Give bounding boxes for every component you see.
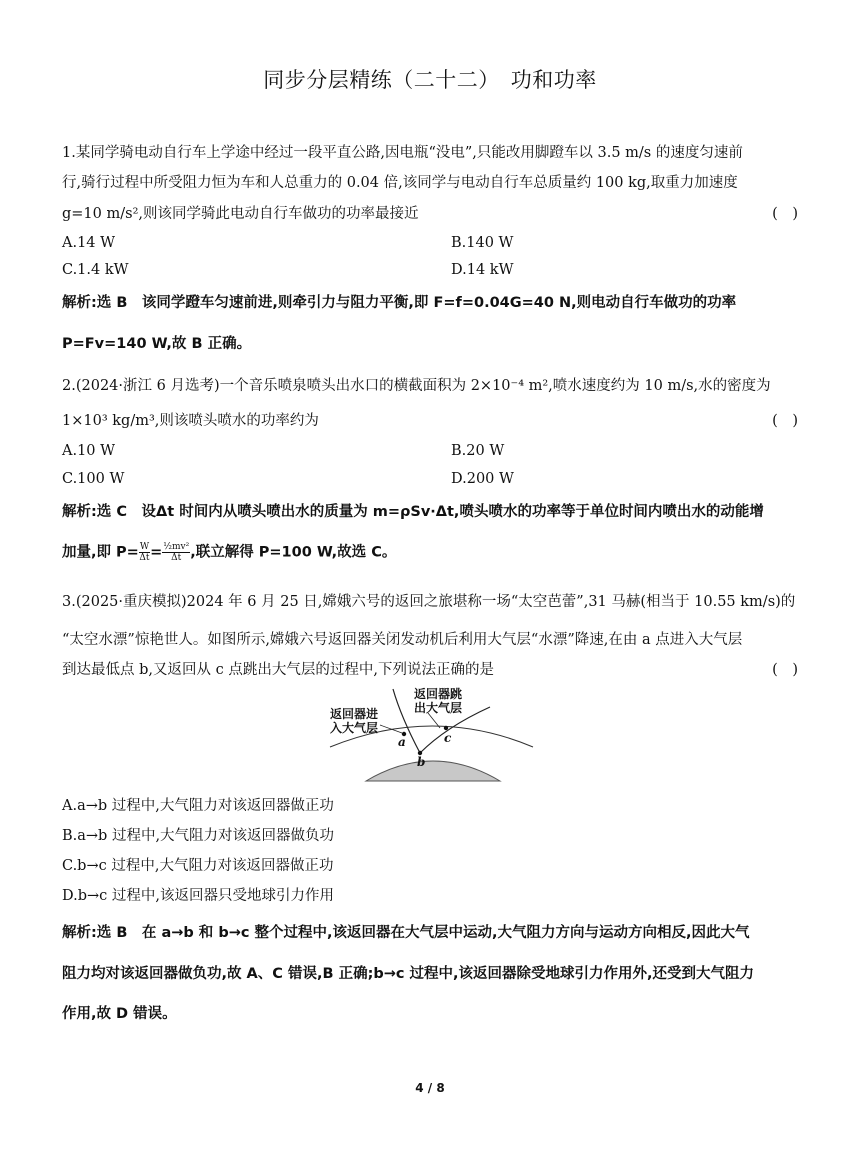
- q2-option-c: C.100 W: [62, 471, 125, 487]
- q1-analysis-line-2: P=Fv=140 W,故 B 正确。: [62, 336, 252, 352]
- entry-label-pointer: [380, 725, 402, 733]
- q2-answer-blank: ( ): [772, 413, 798, 429]
- q3-analysis-line-1: 解析:选 B 在 a→b 和 b→c 整个过程中,该返回器在大气层中运动,大气阻力方向与运动方向相反,因此大气: [62, 925, 750, 941]
- q3-stem-line-2: “太空水漂”惊艳世人。如图所示,嫦娥六号返回器关闭发动机后利用大气层“水漂”降速,在由 a 点进入大气层: [62, 632, 743, 648]
- q3-analysis-line-3: 作用,故 D 错误。: [62, 1006, 177, 1022]
- q3-option-d: D.b→c 过程中,该返回器只受地球引力作用: [62, 888, 334, 904]
- q1-analysis-line-1: 解析:选 B 该同学蹬车匀速前进,则牵引力与阻力平衡,即 F=f=0.04G=40 N,则电动自行车做功的功率: [62, 295, 737, 311]
- q1-stem-line-2: 行,骑行过程中所受阻力恒为车和人总重力的 0.04 倍,该同学与电动自行车总质量约 100 kg,取重力加速度: [62, 175, 738, 191]
- q1-option-a: A.14 W: [62, 235, 116, 251]
- q2-stem-line-2: 1×10³ kg/m³,则该喷头喷水的功率约为: [62, 413, 319, 429]
- point-a-label: a: [398, 735, 406, 749]
- q3-stem-line-3: 到达最低点 b,又返回从 c 点跳出大气层的过程中,下列说法正确的是: [62, 662, 494, 678]
- q1-option-c: C.1.4 kW: [62, 262, 129, 278]
- q1-option-b: B.140 W: [451, 235, 514, 251]
- page-title: 同步分层精练（二十二） 功和功率: [263, 68, 597, 92]
- work-over-time-fraction: $\frac{W}{\Delta t}$: [139, 542, 150, 563]
- earth-surface: [366, 761, 500, 781]
- equals-sign: =: [150, 544, 163, 561]
- q2-option-b: B.20 W: [451, 443, 505, 459]
- q2-analysis-prefix: 加量,即 P=: [62, 544, 139, 561]
- q2-option-a: A.10 W: [62, 443, 116, 459]
- q1-answer-blank: ( ): [772, 206, 798, 222]
- q1-stem-line-1: 1.某同学骑电动自行车上学途中经过一段平直公路,因电瓶“没电”,只能改用脚蹬车以 3.5 m/s 的速度匀速前: [62, 145, 743, 161]
- q3-option-b: B.a→b 过程中,大气阻力对该返回器做负功: [62, 828, 335, 844]
- q2-analysis-line-2: [62, 542, 396, 563]
- q2-analysis-suffix: ,联立解得 P=100 W,故选 C。: [190, 544, 397, 561]
- page-number: 4 / 8: [415, 1081, 445, 1095]
- reentry-trajectory-figure: [328, 685, 538, 785]
- q2-stem-line-1: 2.(2024·浙江 6 月选考)一个音乐喷泉喷头出水口的横截面积为 2×10⁻⁴ m²,喷水速度约为 10 m/s,水的密度为: [62, 378, 771, 394]
- q1-option-d: D.14 kW: [451, 262, 514, 278]
- exit-label: 返回器跳 出大气层: [414, 687, 463, 715]
- point-c-marker: [444, 726, 448, 730]
- q2-option-d: D.200 W: [451, 471, 514, 487]
- point-b-label: b: [417, 755, 426, 769]
- q1-stem-line-3: g=10 m/s²,则该同学骑此电动自行车做功的功率最接近: [62, 206, 419, 222]
- kinetic-energy-fraction: $\frac{\text{½mv²}}{\Delta t}$: [163, 542, 190, 563]
- q3-analysis-line-2: 阻力均对该返回器做负功,故 A、C 错误,B 正确;b→c 过程中,该返回器除受地球引力作用外,还受到大气阻力: [62, 966, 755, 982]
- q3-stem-line-1: 3.(2025·重庆模拟)2024 年 6 月 25 日,嫦娥六号的返回之旅堪称一场“太空芭蕾”,31 马赫(相当于 10.55 km/s)的: [62, 594, 796, 610]
- q3-option-c: C.b→c 过程中,大气阻力对该返回器做正功: [62, 858, 334, 874]
- q2-analysis-line-1: 解析:选 C 设Δt 时间内从喷头喷出水的质量为 m=ρSv·Δt,喷头喷水的功率等于单位时间内喷出水的动能增: [62, 504, 764, 520]
- q3-option-a: A.a→b 过程中,大气阻力对该返回器做正功: [62, 798, 334, 814]
- point-c-label: c: [444, 731, 452, 745]
- entry-label: 返回器进 入大气层: [330, 707, 379, 735]
- q3-answer-blank: ( ): [772, 662, 798, 678]
